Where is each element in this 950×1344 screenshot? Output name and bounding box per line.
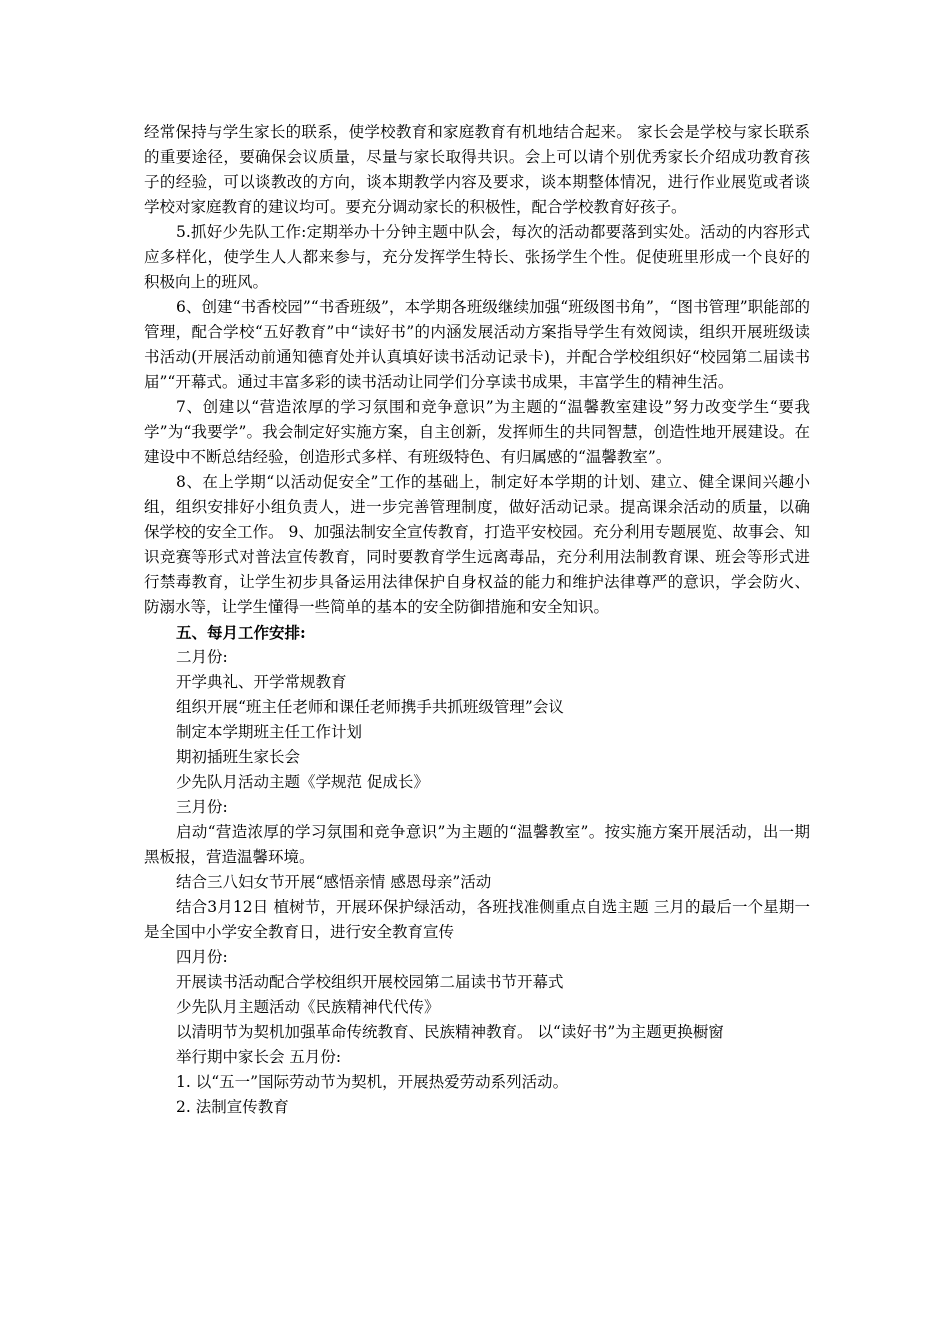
schedule-item: 开学典礼、开学常规教育 [176, 673, 347, 691]
schedule-item: 开展读书活动配合学校组织开展校园第二届读书节开幕式 [176, 973, 564, 991]
paragraph-reading-campus: 6、创建“书香校园”“书香班级”，本学期各班级继续加强“班级图书角”，“图书管理”职能部的管理，配合学校“五好教育”中“读好书”的内涵发展活动方案指导学生有效阅读，组织开展班级读书活动(开展活动前通知德育处并认真填好读书活动记录卡)，并配合学校组织好“校园第二届读书届”“开幕式。通过丰富多彩的读书活动让同学们分享读书成果，丰富学生的精神生活。 [144, 298, 810, 391]
schedule-item: 制定本学期班主任工作计划 [176, 723, 363, 741]
schedule-item: 期初插班生家长会 [176, 748, 301, 766]
paragraph-young-pioneers: 5.抓好少先队工作:定期举办十分钟主题中队会，每次的活动都要落到实处。活动的内容形式应多样化，使学生人人都来参与，充分发挥学生特长、张扬学生个性。促使班里形成一个良好的积极向上的班风。 [144, 223, 810, 291]
schedule-item-may-start: 举行期中家长会 五月份: [176, 1048, 342, 1066]
schedule-item: 少先队月主题活动《民族精神代代传》 [176, 998, 440, 1016]
paragraph-safety: 8、在上学期“以活动促安全”工作的基础上，制定好本学期的计划、建立、健全课间兴趣小组，组织安排好小组负责人，进一步完善管理制度，做好活动记录。提高课余活动的质量，以确保学校的安全工作。 9、加强法制安全宣传教育，打造平安校园。充分利用专题展览、故事会、知识竞赛等形式对普法宣传教育，同时要教育学生远离毒品，充分利用法制教育课、班会等形式进行禁毒教育，让学生初步具备运用法律保护自身权益的能力和维护法律尊严的意识，学会防火、防溺水等，让学生懂得一些简单的基本的安全防御措施和安全知识。 [144, 473, 810, 616]
schedule-item: 少先队月活动主题《学规范 促成长》 [176, 773, 429, 791]
paragraph-parent-contact: 经常保持与学生家长的联系，使学校教育和家庭教育有机地结合起来。 家长会是学校与家长联系的重要途径，要确保会议质量，尽量与家长取得共识。会上可以请个别优秀家长介绍成功教育孩子的经验，可以谈教改的方向，谈本期教学内容及要求，谈本期整体情况，进行作业展览或者谈学校对家庭教育的建议均可。要充分调动家长的积极性，配合学校教育好孩子。 [144, 123, 810, 216]
month-label-march: 三月份: [176, 798, 228, 816]
month-label-february: 二月份: [176, 648, 228, 666]
schedule-item: 结合三八妇女节开展“感悟亲情 感恩母亲”活动 [176, 873, 492, 891]
schedule-item: 2. 法制宣传教育 [176, 1098, 289, 1116]
schedule-item: 1. 以“五一”国际劳动节为契机，开展热爱劳动系列活动。 [176, 1073, 569, 1091]
section-heading-monthly-plan: 五、每月工作安排: [176, 623, 306, 642]
schedule-item: 组织开展“班主任老师和课任老师携手共抓班级管理”会议 [176, 698, 564, 716]
schedule-item: 结合3月12日 植树节，开展环保护绿活动，各班找准侧重点自选主题 三月的最后一个星期一是全国中小学安全教育日，进行安全教育宣传 [144, 898, 810, 941]
schedule-item: 以清明节为契机加强革命传统教育、民族精神教育。 以“读好书”为主题更换橱窗 [176, 1023, 724, 1041]
month-label-april: 四月份: [176, 948, 228, 966]
paragraph-warm-classroom: 7、创建以“营造浓厚的学习氛围和竞争意识”为主题的“温馨教室建设”努力改变学生“要我学”为“我要学”。我会制定好实施方案，自主创新，发挥师生的共同智慧，创造性地开展建设。在建设中不断总结经验，创造形式多样、有班级特色、有归属感的“温馨教室”。 [144, 398, 810, 466]
document-page [144, 120, 810, 1120]
schedule-item: 启动“营造浓厚的学习氛围和竞争意识”为主题的“温馨教室”。按实施方案开展活动，出一期黑板报，营造温馨环境。 [144, 823, 810, 866]
